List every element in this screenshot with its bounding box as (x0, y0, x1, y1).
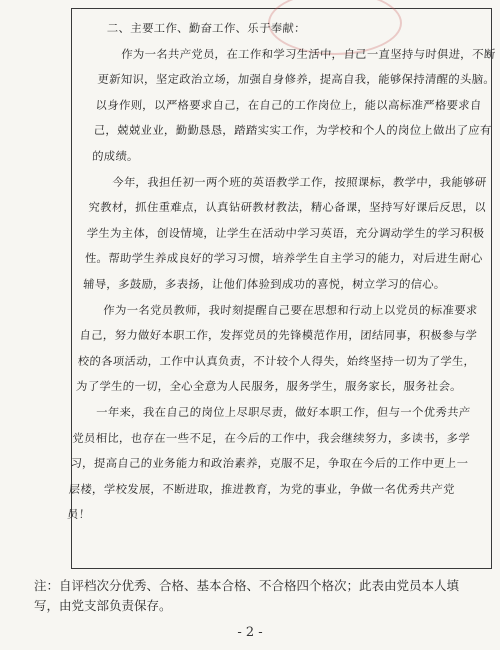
paragraph-4: 一年来，我在自己的岗位上尽职尽责，做好本职工作，但与一个优秀共产党员相比，也存在一些不足，在今后的工作中，我会继续努力，多读书，多学习，提高自己的业务能力和政治素养，克服不足，争取在今后的工作中更上一层楼，学校发展，不断进取，推进教育，为党的事业，争做一名优秀共产党员！ (66, 405, 471, 522)
paragraph-1: 作为一名共产党员，在工作和学习生活中，自己一直坚持与时俱进，不断更新知识，坚定政治立场，加强自身修养，提高自我，能够保持清醒的头脑。以身作则，以严格要求自己，在自己的工作岗位上，能以高标准严格要求自己，兢兢业业，勤勤恳恳，踏踏实实工作，为学校和个人的岗位上做出了应有的成绩。 (91, 47, 497, 163)
footnote: 注：自评档次分优秀、合格、基本合格、不合格四个格次；此表由党员本人填写，由党支部负责保存。 (34, 578, 460, 613)
handwritten-text-block (66, 16, 500, 528)
paragraph-2: 今年，我担任初一两个班的英语教学工作，按照课标，教学中，我能够研究教材，抓住重难点，认真钻研教材教法，精心备课，坚持写好课后反思，以学生为主体，创设情境，让学生在活动中学习英语，充分调动学生的学习积极性。帮助学生养成良好的学习习惯，培养学生自主学习的能力，对后进生耐心辅导，多鼓励，多表扬，让他们体验到成功的喜悦，树立学习的信心。 (82, 175, 488, 291)
page-number: - 2 - (237, 625, 263, 640)
section-heading: 二、主要工作、勤奋工作、乐于奉献： (106, 22, 307, 35)
paragraph-3: 作为一名党员教师，我时刻提醒自己要在思想和行动上以党员的标准要求自己，努力做好本职工作，发挥党员的先锋模范作用，团结同事，积极参与学校的各项活动，工作中认真负责，不计较个人得失，始终坚持一切为了学生，为了学生的一切，全心全意为人民服务，服务学生，服务家长，服务社会。 (75, 303, 479, 394)
